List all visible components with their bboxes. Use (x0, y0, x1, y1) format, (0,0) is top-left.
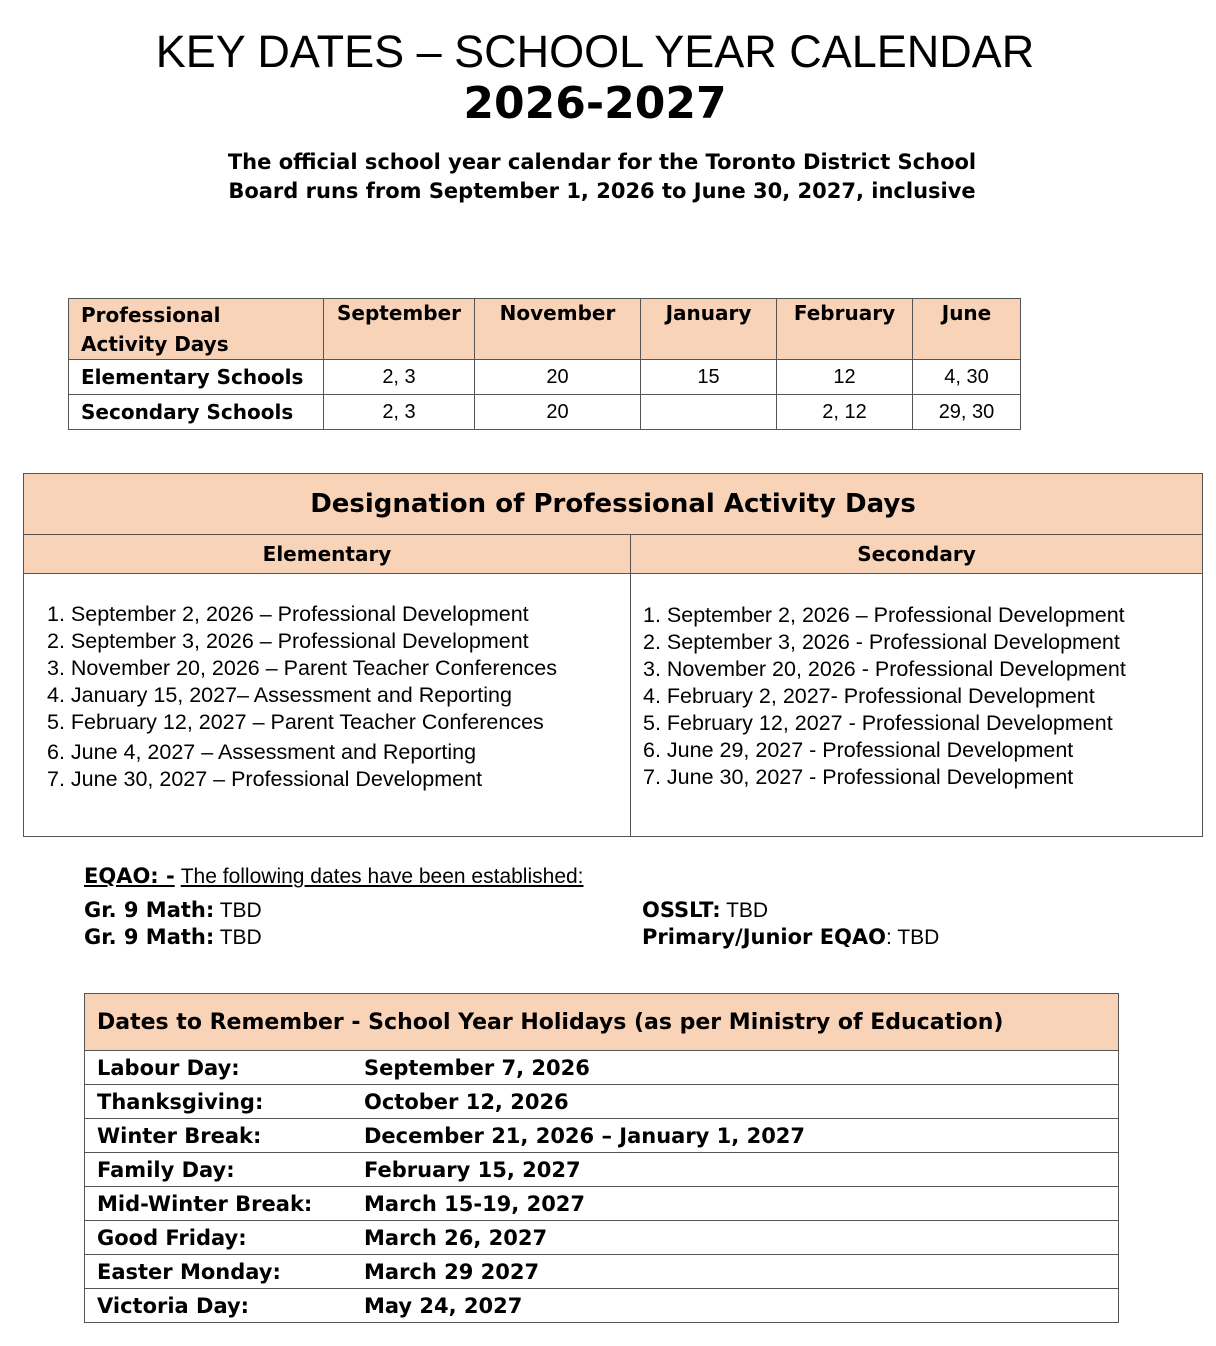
designation-title: Designation of Professional Activity Days (24, 474, 1203, 535)
holiday-date: March 29 2027 (352, 1255, 1119, 1289)
page-subtitle-year: 2026-2027 (463, 78, 727, 129)
pa-header-november: November (475, 299, 641, 360)
pa-table-header (69, 299, 1021, 360)
table-cell: 29, 30 (913, 395, 1021, 430)
holiday-label: Mid-Winter Break: (85, 1187, 353, 1221)
table-row (69, 395, 1021, 430)
pa-header-label: Professional Activity Days (69, 299, 324, 360)
pa-days-table (68, 298, 1021, 430)
eqao-item-value: TBD (214, 899, 262, 922)
table-row (85, 1255, 1119, 1289)
list-item: 4. January 15, 2027– Assessment and Reporting (47, 683, 512, 707)
row-label-elementary: Elementary Schools (69, 360, 324, 395)
secondary-list (632, 575, 1201, 791)
table-row (85, 1051, 1119, 1085)
holiday-date: December 21, 2026 – January 1, 2027 (352, 1119, 1119, 1153)
pa-header-january: January (641, 299, 777, 360)
table-row (85, 1085, 1119, 1119)
secondary-list-cell (631, 574, 1203, 837)
list-item: 2. September 3, 2026 – Professional Development (47, 629, 529, 653)
designation-table (23, 473, 1203, 837)
eqao-item (642, 925, 939, 950)
eqao-heading (84, 864, 584, 889)
list-item: 3. November 20, 2026 - Professional Development (643, 657, 1126, 681)
secondary-header: Secondary (631, 535, 1203, 574)
holiday-label: Labour Day: (85, 1051, 353, 1085)
list-item: 5. February 12, 2027 – Parent Teacher Conferences (47, 710, 544, 734)
row-label-secondary: Secondary Schools (69, 395, 324, 430)
elementary-list-cell (24, 574, 631, 837)
eqao-item-label: Gr. 9 Math: (84, 898, 215, 922)
table-cell: 2, 3 (324, 395, 475, 430)
eqao-item-label: Primary/Junior EQAO (642, 925, 887, 949)
list-item: 3. November 20, 2026 – Parent Teacher Conferences (47, 656, 557, 680)
holiday-date: May 24, 2027 (352, 1289, 1119, 1323)
holiday-label: Victoria Day: (85, 1289, 353, 1323)
eqao-item (642, 898, 768, 923)
table-cell: 4, 30 (913, 360, 1021, 395)
holiday-date: March 26, 2027 (352, 1221, 1119, 1255)
table-row (85, 1119, 1119, 1153)
elementary-header: Elementary (24, 535, 631, 574)
holiday-label: Thanksgiving: (85, 1085, 353, 1119)
pa-header-september: September (324, 299, 475, 360)
table-row (85, 1289, 1119, 1323)
eqao-item-label: OSSLT: (642, 898, 721, 922)
list-item: 6. June 29, 2027 - Professional Development (643, 738, 1074, 762)
table-cell: 2, 12 (777, 395, 913, 430)
table-row (85, 1187, 1119, 1221)
list-item: 1. September 2, 2026 – Professional Development (643, 603, 1125, 627)
eqao-item-value: TBD (214, 926, 262, 949)
table-cell: 20 (475, 395, 641, 430)
table-cell: 12 (777, 360, 913, 395)
holidays-table (84, 993, 1119, 1323)
holidays-title: Dates to Remember - School Year Holidays (as per Ministry of Education) (85, 994, 1119, 1051)
eqao-item (84, 898, 262, 923)
elementary-list (25, 575, 629, 793)
table-row (85, 1153, 1119, 1187)
holiday-label: Family Day: (85, 1153, 353, 1187)
list-item: 7. June 30, 2027 - Professional Development (643, 765, 1074, 789)
eqao-item (84, 925, 262, 950)
eqao-item-value: : TBD (886, 926, 940, 949)
eqao-item-value: TBD (720, 899, 769, 922)
list-item: 2. September 3, 2026 - Professional Development (643, 630, 1120, 654)
pa-header-june: June (913, 299, 1021, 360)
eqao-label: EQAO: - (84, 864, 175, 888)
holiday-date: February 15, 2027 (352, 1153, 1119, 1187)
table-row (85, 1221, 1119, 1255)
holiday-date: March 15-19, 2027 (352, 1187, 1119, 1221)
holiday-date: October 12, 2026 (352, 1085, 1119, 1119)
holiday-label: Easter Monday: (85, 1255, 353, 1289)
table-cell: 20 (475, 360, 641, 395)
holiday-date: September 7, 2026 (352, 1051, 1119, 1085)
table-cell: 15 (641, 360, 777, 395)
holiday-label: Winter Break: (85, 1119, 353, 1153)
pa-header-february: February (777, 299, 913, 360)
list-item: 6. June 4, 2027 – Assessment and Reporting (47, 740, 477, 764)
eqao-item-label: Gr. 9 Math: (84, 925, 215, 949)
list-item: 4. February 2, 2027- Professional Development (643, 684, 1095, 708)
table-cell: 2, 3 (324, 360, 475, 395)
eqao-text: The following dates have been established: (180, 865, 584, 888)
list-item: 1. September 2, 2026 – Professional Development (47, 602, 529, 626)
intro-text: The official school year calendar for the Toronto District School Board runs from September 1, 2026 to June 30, 2027, inclusive (227, 150, 977, 203)
page-title: KEY DATES – SCHOOL YEAR CALENDAR (155, 26, 1035, 77)
holiday-label: Good Friday: (85, 1221, 353, 1255)
list-item: 5. February 12, 2027 - Professional Development (643, 711, 1113, 735)
table-cell (641, 395, 777, 430)
table-row (69, 360, 1021, 395)
list-item: 7. June 30, 2027 – Professional Development (47, 767, 483, 791)
